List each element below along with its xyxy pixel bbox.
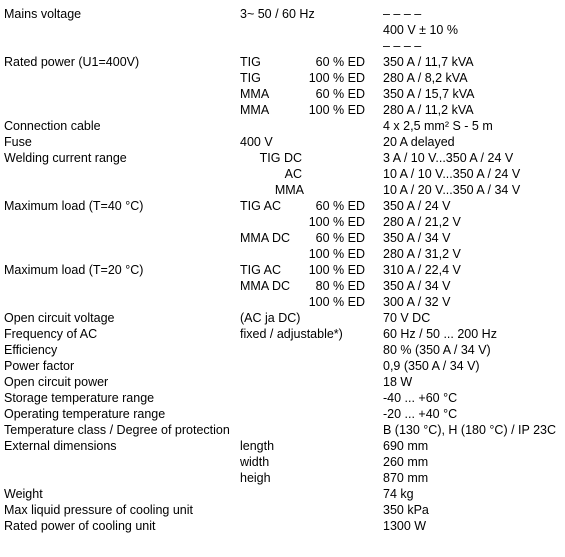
- spec-row: [0, 422, 565, 438]
- spec-label: Efficiency: [4, 343, 58, 357]
- spec-row: [0, 246, 565, 262]
- spec-row: [0, 502, 565, 518]
- spec-value: 18 W: [383, 375, 413, 389]
- spec-row: [0, 102, 565, 118]
- spec-mode: AC: [284, 167, 302, 181]
- spec-row: [0, 38, 565, 54]
- spec-label: Connection cable: [4, 119, 101, 133]
- spec-row: [0, 518, 565, 534]
- spec-condition: TIG: [240, 71, 261, 85]
- spec-condition: fixed / adjustable*): [240, 327, 343, 341]
- spec-label: Open circuit voltage: [4, 311, 115, 325]
- spec-value: 280 A / 8,2 kVA: [383, 71, 468, 85]
- spec-condition: MMA: [240, 103, 270, 117]
- spec-mode: 100 % ED: [308, 263, 365, 277]
- spec-condition: TIG: [240, 55, 261, 69]
- spec-value: -40 ... +60 °C: [383, 391, 458, 405]
- spec-value: 870 mm: [383, 471, 429, 485]
- spec-value: 74 kg: [383, 487, 414, 501]
- spec-value: 70 V DC: [383, 311, 431, 325]
- spec-value: 690 mm: [383, 439, 429, 453]
- spec-row: [0, 118, 565, 134]
- spec-value: 280 A / 31,2 V: [383, 247, 461, 261]
- spec-value: 60 Hz / 50 ... 200 Hz: [383, 327, 497, 341]
- spec-mode: 100 % ED: [308, 71, 365, 85]
- spec-mode: 100 % ED: [308, 103, 365, 117]
- spec-value: 4 x 2,5 mm² S - 5 m: [383, 119, 493, 133]
- spec-mode: 60 % ED: [315, 55, 365, 69]
- spec-row: [0, 486, 565, 502]
- spec-value: 80 % (350 A / 34 V): [383, 343, 491, 357]
- spec-condition: heigh: [240, 471, 271, 485]
- spec-value: 400 V ± 10 %: [383, 23, 458, 37]
- spec-row: [0, 22, 565, 38]
- spec-condition: 3~ 50 / 60 Hz: [240, 7, 315, 21]
- spec-value: 350 A / 15,7 kVA: [383, 87, 475, 101]
- spec-value: 280 A / 21,2 V: [383, 215, 461, 229]
- spec-condition: length: [240, 439, 275, 453]
- spec-value: -20 ... +40 °C: [383, 407, 458, 421]
- spec-condition: width: [240, 455, 270, 469]
- spec-row: [0, 166, 565, 182]
- spec-mode: 60 % ED: [315, 231, 365, 245]
- spec-row: [0, 406, 565, 422]
- spec-label: Rated power of cooling unit: [4, 519, 156, 533]
- spec-value: 3 A / 10 V...350 A / 24 V: [383, 151, 514, 165]
- spec-label: Maximum load (T=40 °C): [4, 199, 144, 213]
- spec-label: Mains voltage: [4, 7, 82, 21]
- spec-label: Storage temperature range: [4, 391, 155, 405]
- spec-row: [0, 198, 565, 214]
- spec-value: 300 A / 32 V: [383, 295, 451, 309]
- spec-value: 20 A delayed: [383, 135, 455, 149]
- spec-label: Rated power (U1=400V): [4, 55, 140, 69]
- spec-row: [0, 6, 565, 22]
- spec-mode: TIG DC: [259, 151, 302, 165]
- spec-label: Fuse: [4, 135, 32, 149]
- spec-value: 0,9 (350 A / 34 V): [383, 359, 480, 373]
- spec-condition: (AC ja DC): [240, 311, 301, 325]
- spec-value: 260 mm: [383, 455, 429, 469]
- spec-condition: TIG AC: [240, 199, 281, 213]
- spec-row: [0, 54, 565, 70]
- spec-value: 310 A / 22,4 V: [383, 263, 461, 277]
- spec-mode: MMA: [274, 183, 304, 197]
- spec-condition: MMA DC: [240, 231, 290, 245]
- spec-value: – – – –: [383, 7, 422, 21]
- spec-value: 350 kPa: [383, 503, 429, 517]
- spec-value: 10 A / 10 V...350 A / 24 V: [383, 167, 521, 181]
- spec-value: B (130 °C), H (180 °C) / IP 23C: [383, 423, 557, 437]
- spec-label: Temperature class / Degree of protection: [4, 423, 230, 437]
- spec-value: 350 A / 34 V: [383, 279, 451, 293]
- spec-mode: 60 % ED: [315, 199, 365, 213]
- spec-row: [0, 214, 565, 230]
- spec-label: Open circuit power: [4, 375, 109, 389]
- spec-mode: 100 % ED: [308, 295, 365, 309]
- spec-row: [0, 134, 565, 150]
- spec-condition: TIG AC: [240, 263, 281, 277]
- spec-mode: 100 % ED: [308, 215, 365, 229]
- spec-condition: MMA: [240, 87, 270, 101]
- spec-value: – – – –: [383, 39, 422, 53]
- spec-label: Power factor: [4, 359, 75, 373]
- spec-row: [0, 262, 565, 278]
- spec-row: [0, 86, 565, 102]
- spec-condition: MMA DC: [240, 279, 290, 293]
- spec-row: [0, 182, 565, 198]
- spec-value: 10 A / 20 V...350 A / 34 V: [383, 183, 521, 197]
- spec-row: [0, 230, 565, 246]
- spec-label: External dimensions: [4, 439, 117, 453]
- spec-value: 350 A / 11,7 kVA: [383, 55, 474, 69]
- spec-row: [0, 326, 565, 342]
- spec-mode: 80 % ED: [315, 279, 365, 293]
- spec-row: [0, 454, 565, 470]
- spec-row: [0, 470, 565, 486]
- spec-label: Welding current range: [4, 151, 127, 165]
- spec-mode: 60 % ED: [315, 87, 365, 101]
- spec-row: [0, 150, 565, 166]
- spec-condition: 400 V: [240, 135, 273, 149]
- spec-label: Weight: [4, 487, 43, 501]
- spec-row: [0, 342, 565, 358]
- spec-label: Max liquid pressure of cooling unit: [4, 503, 193, 517]
- spec-row: [0, 310, 565, 326]
- spec-row: [0, 374, 565, 390]
- spec-row: [0, 438, 565, 454]
- spec-row: [0, 70, 565, 86]
- spec-value: 350 A / 24 V: [383, 199, 451, 213]
- spec-row: [0, 390, 565, 406]
- spec-label: Maximum load (T=20 °C): [4, 263, 144, 277]
- spec-label: Operating temperature range: [4, 407, 166, 421]
- spec-value: 350 A / 34 V: [383, 231, 451, 245]
- spec-row: [0, 278, 565, 294]
- spec-value: 1300 W: [383, 519, 427, 533]
- spec-value: 280 A / 11,2 kVA: [383, 103, 474, 117]
- spec-row: [0, 358, 565, 374]
- spec-row: [0, 294, 565, 310]
- spec-label: Frequency of AC: [4, 327, 98, 341]
- spec-mode: 100 % ED: [308, 247, 365, 261]
